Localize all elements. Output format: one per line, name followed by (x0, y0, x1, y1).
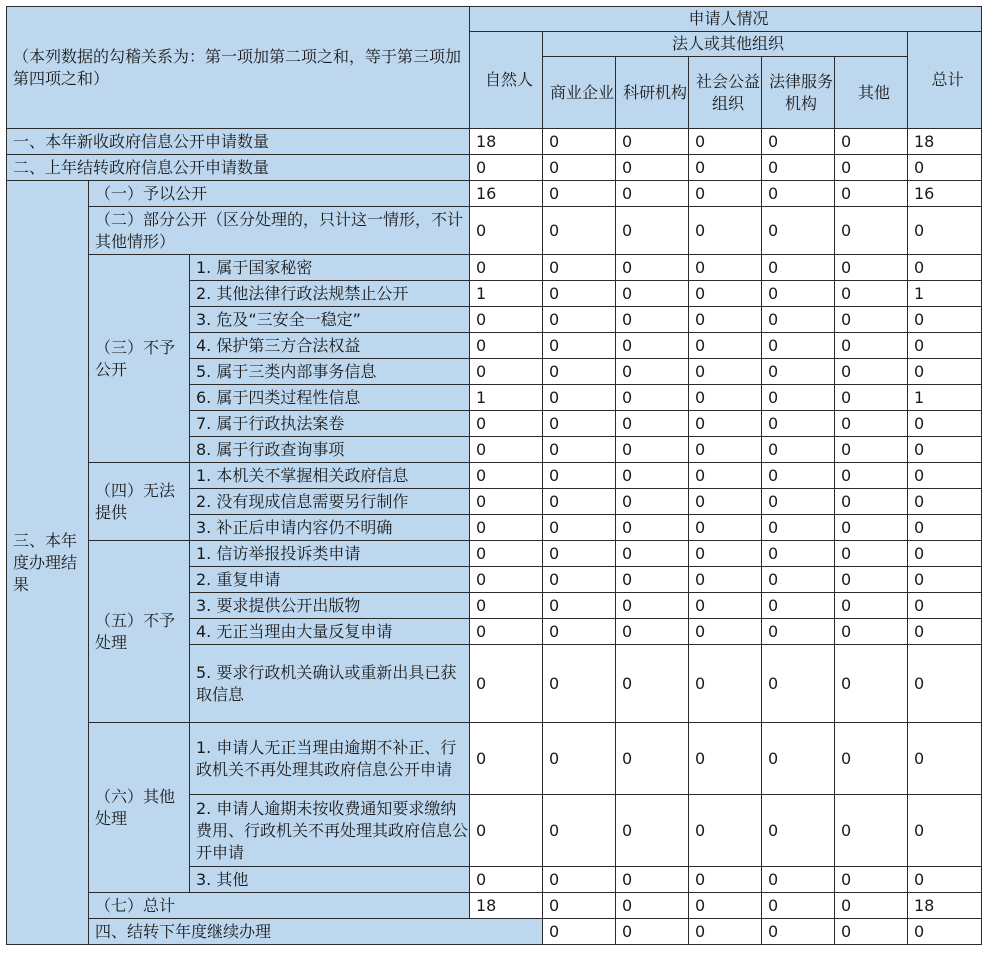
cell-value: 0 (689, 207, 762, 255)
cell-value: 0 (908, 463, 982, 489)
cell-value: 0 (689, 359, 762, 385)
cell-value: 0 (543, 255, 616, 281)
cell-value: 0 (689, 567, 762, 593)
cell-value: 0 (762, 437, 835, 463)
cell-value: 0 (762, 893, 835, 919)
row-label: 4. 无正当理由大量反复申请 (190, 619, 470, 645)
cell-value: 0 (908, 411, 982, 437)
cell-value: 0 (762, 307, 835, 333)
cell-value: 0 (689, 129, 762, 155)
cell-value: 0 (616, 385, 689, 411)
cell-value: 0 (470, 795, 543, 867)
cell-value: 0 (470, 359, 543, 385)
cell-value: 0 (835, 619, 908, 645)
cell-value: 0 (689, 541, 762, 567)
cell-value: 0 (470, 207, 543, 255)
cell-value: 1 (908, 385, 982, 411)
cell-value: 0 (835, 385, 908, 411)
cell-value: 0 (762, 593, 835, 619)
cell-value: 0 (835, 281, 908, 307)
cell-value: 0 (616, 255, 689, 281)
row-label: 1. 属于国家秘密 (190, 255, 470, 281)
row-label: 2. 重复申请 (190, 567, 470, 593)
cell-value: 0 (908, 541, 982, 567)
cell-value: 0 (689, 437, 762, 463)
cell-value: 0 (543, 515, 616, 541)
cell-value: 0 (543, 463, 616, 489)
row-label: （七）总计 (89, 893, 470, 919)
cell-value: 0 (762, 795, 835, 867)
cell-value: 0 (689, 463, 762, 489)
row-label: 1. 本机关不掌握相关政府信息 (190, 463, 470, 489)
cell-value: 0 (543, 489, 616, 515)
cell-value: 0 (762, 867, 835, 893)
table-row (7, 181, 982, 207)
cell-value: 0 (543, 619, 616, 645)
cell-value: 1 (908, 281, 982, 307)
cell-value: 0 (835, 867, 908, 893)
cell-value: 16 (470, 181, 543, 207)
cell-value: 0 (689, 489, 762, 515)
cell-value: 0 (470, 619, 543, 645)
cell-value: 0 (543, 593, 616, 619)
cell-value: 0 (616, 567, 689, 593)
cell-value: 0 (689, 411, 762, 437)
row-label: 2. 没有现成信息需要另行制作 (190, 489, 470, 515)
cell-value: 0 (762, 567, 835, 593)
cell-value: 0 (689, 919, 762, 945)
cell-value: 0 (616, 281, 689, 307)
cell-value: 18 (470, 893, 543, 919)
cell-value: 0 (616, 593, 689, 619)
header-row-1 (7, 7, 982, 32)
table-row (7, 129, 982, 155)
cell-value: 0 (543, 411, 616, 437)
cell-value: 0 (689, 723, 762, 795)
cell-value: 0 (835, 919, 908, 945)
col-legal-service: 法律服务机构 (762, 57, 835, 129)
table-row (7, 723, 982, 795)
cell-value: 0 (908, 333, 982, 359)
cell-value: 0 (616, 333, 689, 359)
row-label: 1. 信访举报投诉类申请 (190, 541, 470, 567)
cell-value: 0 (470, 333, 543, 359)
cell-value: 0 (543, 567, 616, 593)
cell-value: 0 (543, 333, 616, 359)
cell-value: 0 (689, 333, 762, 359)
cell-value: 0 (689, 795, 762, 867)
row-label: 1. 申请人无正当理由逾期不补正、行政机关不再处理其政府信息公开申请 (190, 723, 470, 795)
cell-value: 0 (762, 515, 835, 541)
cell-value: 0 (835, 593, 908, 619)
cell-value: 0 (543, 437, 616, 463)
group-6-label: （六）其他处理 (89, 723, 190, 893)
cell-value: 0 (835, 333, 908, 359)
table-row (7, 255, 982, 281)
cell-value: 0 (835, 463, 908, 489)
row-label: （二）部分公开（区分处理的，只计这一情形，不计其他情形） (89, 207, 470, 255)
cell-value: 0 (835, 359, 908, 385)
cell-value: 0 (616, 723, 689, 795)
col-public-welfare: 社会公益组织 (689, 57, 762, 129)
cell-value: 18 (908, 129, 982, 155)
row-label: 2. 申请人逾期未按收费通知要求缴纳费用、行政机关不再处理其政府信息公开申请 (190, 795, 470, 867)
row-label: 3. 其他 (190, 867, 470, 893)
row-label: 5. 要求行政机关确认或重新出具已获取信息 (190, 645, 470, 723)
cell-value: 0 (616, 307, 689, 333)
cell-value: 0 (908, 359, 982, 385)
cell-value: 0 (543, 893, 616, 919)
cell-value: 0 (835, 515, 908, 541)
table-row (7, 155, 982, 181)
cell-value: 0 (762, 723, 835, 795)
cell-value: 0 (470, 463, 543, 489)
cell-value: 0 (470, 489, 543, 515)
cell-value: 0 (835, 795, 908, 867)
cell-value: 0 (762, 489, 835, 515)
cell-value: 0 (543, 129, 616, 155)
cell-value: 0 (908, 867, 982, 893)
table-row (7, 541, 982, 567)
cell-value: 0 (616, 359, 689, 385)
cell-value: 0 (543, 385, 616, 411)
section-3-label: 三、本年度办理结果 (7, 181, 89, 945)
cell-value: 0 (689, 181, 762, 207)
cell-value: 0 (762, 385, 835, 411)
row-label: 4. 保护第三方合法权益 (190, 333, 470, 359)
cell-value: 0 (835, 411, 908, 437)
col-other: 其他 (835, 57, 908, 129)
cell-value: 0 (908, 437, 982, 463)
cell-value: 0 (908, 919, 982, 945)
row-label: 一、本年新收政府信息公开申请数量 (7, 129, 470, 155)
cell-value: 0 (762, 155, 835, 181)
header-applicant-group: 申请人情况 (470, 7, 982, 32)
cell-value: 0 (470, 593, 543, 619)
cell-value: 0 (689, 255, 762, 281)
row-label: 3. 要求提供公开出版物 (190, 593, 470, 619)
cell-value: 0 (470, 155, 543, 181)
cell-value: 0 (689, 893, 762, 919)
cell-value: 0 (762, 463, 835, 489)
cell-value: 0 (689, 307, 762, 333)
col-natural-person: 自然人 (470, 32, 543, 129)
cell-value: 0 (908, 207, 982, 255)
cell-value: 0 (543, 155, 616, 181)
cell-value: 0 (762, 645, 835, 723)
cell-value: 0 (616, 515, 689, 541)
cell-value: 0 (689, 593, 762, 619)
table-row (7, 463, 982, 489)
group-4-label: （四）无法提供 (89, 463, 190, 541)
cell-value: 0 (543, 207, 616, 255)
cell-value: 0 (835, 307, 908, 333)
cell-value: 0 (908, 489, 982, 515)
table-row (7, 893, 982, 919)
cell-value: 0 (543, 645, 616, 723)
cell-value: 0 (835, 541, 908, 567)
cell-value: 0 (908, 645, 982, 723)
cell-value: 0 (543, 307, 616, 333)
cell-value: 0 (762, 541, 835, 567)
row-label: 3. 补正后申请内容仍不明确 (190, 515, 470, 541)
cell-value: 0 (470, 307, 543, 333)
cell-value: 0 (908, 723, 982, 795)
cell-value: 0 (543, 359, 616, 385)
cell-value: 0 (835, 437, 908, 463)
row-label: （一）予以公开 (89, 181, 470, 207)
cell-value: 0 (543, 919, 616, 945)
report-table-container (6, 6, 982, 945)
row-label: 3. 危及“三安全一稳定” (190, 307, 470, 333)
cell-value: 0 (689, 385, 762, 411)
cell-value: 0 (470, 723, 543, 795)
cell-value: 0 (616, 207, 689, 255)
cell-value: 0 (470, 867, 543, 893)
cell-value: 16 (908, 181, 982, 207)
cell-value: 0 (616, 541, 689, 567)
cell-value: 0 (689, 281, 762, 307)
cell-value: 0 (616, 645, 689, 723)
cell-value: 0 (543, 723, 616, 795)
cell-value: 0 (616, 919, 689, 945)
cell-value: 0 (835, 207, 908, 255)
cell-value: 0 (762, 181, 835, 207)
header-note: （本列数据的勾稽关系为：第一项加第二项之和，等于第三项加第四项之和） (7, 7, 470, 129)
cell-value: 0 (470, 645, 543, 723)
cell-value: 0 (908, 795, 982, 867)
cell-value: 0 (689, 645, 762, 723)
row-label: 6. 属于四类过程性信息 (190, 385, 470, 411)
cell-value: 0 (908, 619, 982, 645)
header-org-group: 法人或其他组织 (543, 32, 908, 57)
cell-value: 0 (689, 867, 762, 893)
cell-value: 0 (908, 593, 982, 619)
cell-value: 0 (543, 795, 616, 867)
table-row (7, 919, 982, 945)
cell-value: 0 (835, 129, 908, 155)
cell-value: 0 (616, 489, 689, 515)
cell-value: 0 (762, 619, 835, 645)
cell-value: 0 (616, 463, 689, 489)
cell-value: 0 (835, 489, 908, 515)
cell-value: 0 (543, 281, 616, 307)
cell-value: 0 (616, 155, 689, 181)
cell-value: 0 (470, 567, 543, 593)
cell-value: 0 (835, 567, 908, 593)
table-row (7, 207, 982, 255)
cell-value: 0 (616, 867, 689, 893)
cell-value: 1 (470, 385, 543, 411)
cell-value: 0 (762, 255, 835, 281)
cell-value: 0 (470, 255, 543, 281)
cell-value: 0 (543, 867, 616, 893)
cell-value: 0 (616, 411, 689, 437)
cell-value: 0 (689, 515, 762, 541)
col-business: 商业企业 (543, 57, 616, 129)
cell-value: 0 (762, 207, 835, 255)
cell-value: 0 (762, 359, 835, 385)
cell-value: 0 (616, 893, 689, 919)
cell-value: 0 (908, 515, 982, 541)
col-research: 科研机构 (616, 57, 689, 129)
group-3-label: （三）不予公开 (89, 255, 190, 463)
cell-value: 0 (762, 919, 835, 945)
cell-value: 0 (908, 567, 982, 593)
row-label: 8. 属于行政查询事项 (190, 437, 470, 463)
cell-value: 0 (616, 181, 689, 207)
cell-value: 0 (616, 129, 689, 155)
cell-value: 0 (835, 181, 908, 207)
cell-value: 0 (689, 155, 762, 181)
cell-value: 18 (470, 129, 543, 155)
cell-value: 0 (762, 129, 835, 155)
cell-value: 0 (762, 411, 835, 437)
cell-value: 0 (835, 893, 908, 919)
cell-value: 18 (908, 893, 982, 919)
cell-value: 0 (616, 795, 689, 867)
row-label: 二、上年结转政府信息公开申请数量 (7, 155, 470, 181)
report-table (6, 6, 982, 945)
cell-value: 0 (543, 541, 616, 567)
cell-value: 0 (543, 181, 616, 207)
cell-value: 0 (470, 515, 543, 541)
cell-value: 0 (470, 411, 543, 437)
row-label: 5. 属于三类内部事务信息 (190, 359, 470, 385)
cell-value: 0 (470, 541, 543, 567)
row-label: 四、结转下年度继续办理 (89, 919, 543, 945)
cell-value: 0 (908, 255, 982, 281)
cell-value: 0 (835, 723, 908, 795)
cell-value: 1 (470, 281, 543, 307)
cell-value: 0 (689, 619, 762, 645)
cell-value: 0 (908, 307, 982, 333)
row-label: 7. 属于行政执法案卷 (190, 411, 470, 437)
row-label: 2. 其他法律行政法规禁止公开 (190, 281, 470, 307)
cell-value: 0 (835, 645, 908, 723)
cell-value: 0 (762, 333, 835, 359)
cell-value: 0 (908, 155, 982, 181)
cell-value: 0 (762, 281, 835, 307)
cell-value: 0 (616, 619, 689, 645)
col-total: 总计 (908, 32, 982, 129)
cell-value: 0 (470, 437, 543, 463)
cell-value: 0 (616, 437, 689, 463)
cell-value: 0 (835, 155, 908, 181)
group-5-label: （五）不予处理 (89, 541, 190, 723)
cell-value: 0 (835, 255, 908, 281)
